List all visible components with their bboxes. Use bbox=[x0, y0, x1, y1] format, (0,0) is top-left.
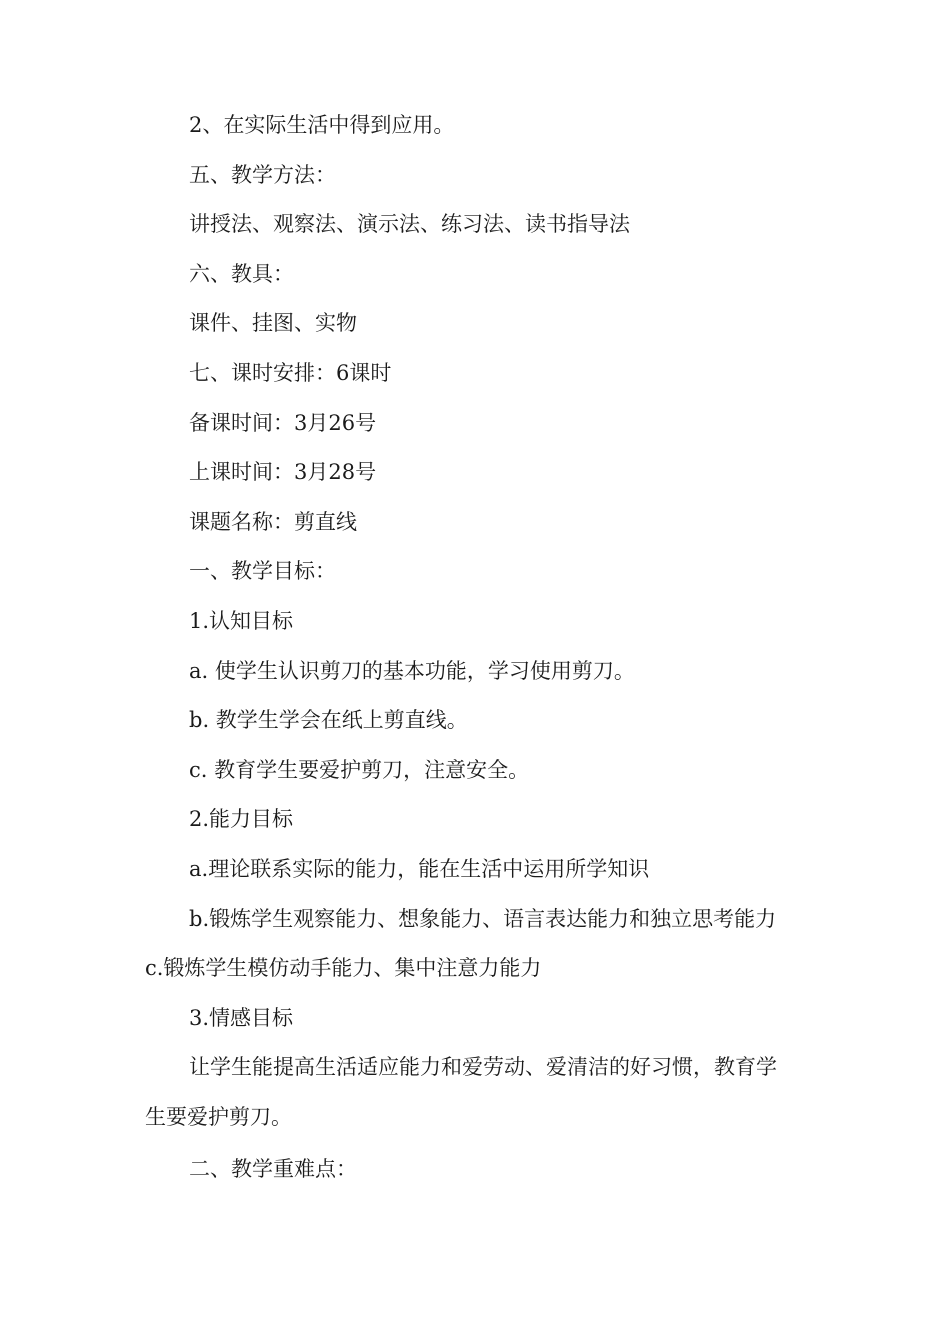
list-item: a.理论联系实际的能力，能在生活中运用所学知识 bbox=[189, 856, 650, 881]
subsection-heading: 1.认知目标 bbox=[189, 608, 294, 633]
text-line: 课件、挂图、实物 bbox=[189, 311, 357, 336]
paragraph-line: 生要爱护剪刀。 bbox=[145, 1104, 292, 1129]
text-line: 2、在实际生活中得到应用。 bbox=[189, 113, 455, 137]
list-item: c.锻炼学生模仿动手能力、集中注意力能力 bbox=[145, 956, 542, 981]
section-heading: 六、教具： bbox=[189, 261, 294, 286]
list-item: b.锻炼学生观察能力、想象能力、语言表达能力和独立思考能力 bbox=[189, 906, 777, 931]
list-item: a. 使学生认识剪刀的基本功能，学习使用剪刀。 bbox=[189, 658, 635, 683]
section-heading: 一、教学目标： bbox=[189, 559, 336, 584]
section-heading: 二、教学重难点： bbox=[189, 1157, 357, 1182]
paragraph-line: 让学生能提高生活适应能力和爱劳动、爱清洁的好习惯，教育学 bbox=[189, 1055, 777, 1080]
subsection-heading: 2.能力目标 bbox=[189, 807, 294, 832]
list-item: b. 教学生学会在纸上剪直线。 bbox=[189, 708, 468, 733]
subsection-heading: 3.情感目标 bbox=[189, 1005, 294, 1030]
section-heading: 五、教学方法： bbox=[189, 162, 336, 187]
text-line: 讲授法、观察法、演示法、练习法、读书指导法 bbox=[189, 212, 630, 237]
text-line: 备课时间：3月26号 bbox=[189, 410, 377, 435]
list-item: c. 教育学生要爱护剪刀，注意安全。 bbox=[189, 757, 530, 782]
section-heading: 七、课时安排：6课时 bbox=[189, 360, 392, 385]
document-body bbox=[145, 101, 810, 1195]
text-line: 上课时间：3月28号 bbox=[189, 460, 377, 485]
lesson-title: 课题名称：剪直线 bbox=[189, 509, 357, 534]
